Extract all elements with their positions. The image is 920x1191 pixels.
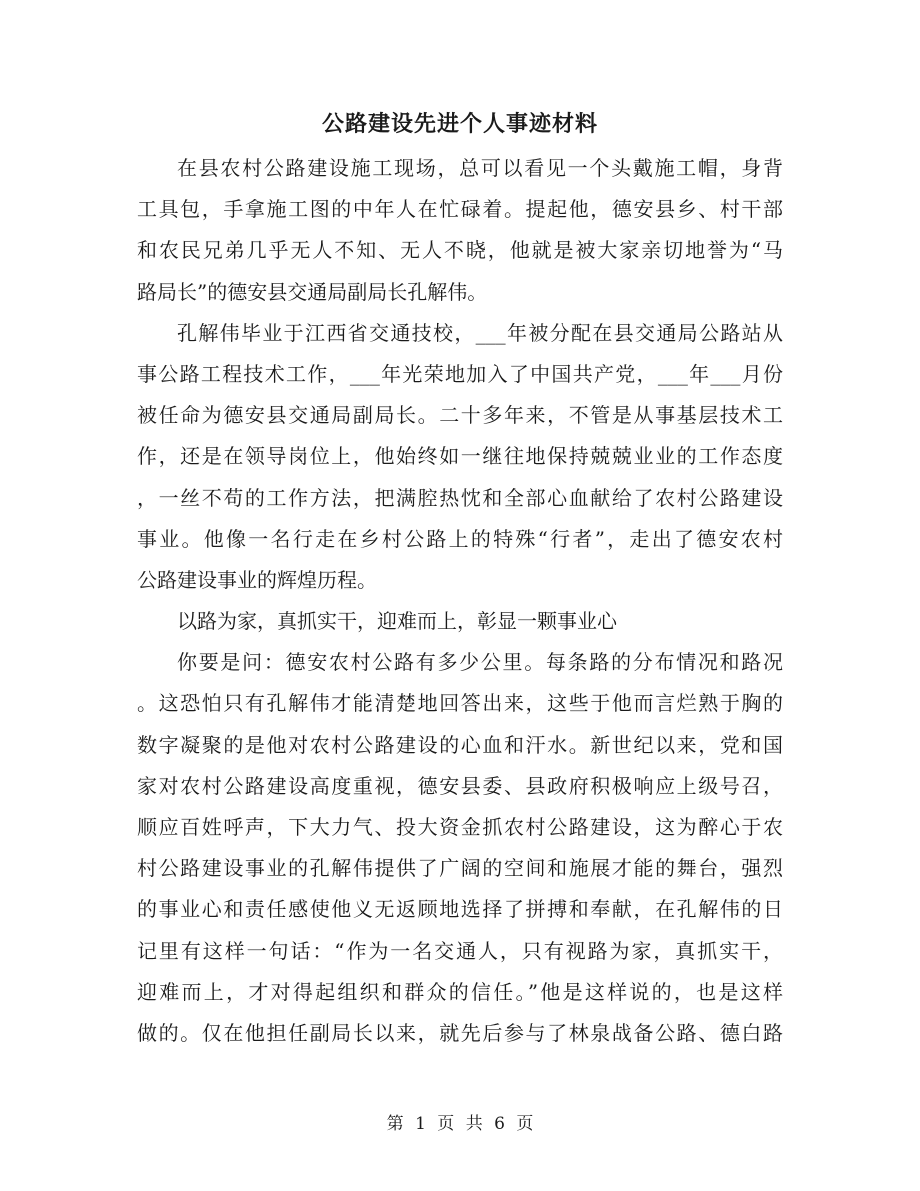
document-title: 公路建设先进个人事迹材料 [321,111,598,137]
paragraph-line: ，一丝不苟的工作方法，把满腔热忱和全部心血献给了农村公路建设 [137,485,783,510]
page-number-footer: 第 1 页 共 6 页 [386,1114,534,1134]
paragraph-line: 的事业心和责任感使他义无返顾地选择了拼搏和奉献，在孔解伟的日 [137,897,783,922]
paragraph-line: 你要是问：德安农村公路有多少公里。每条路的分布情况和路况 [177,650,783,675]
document-body [137,148,783,1054]
paragraph-line: 作，还是在领导岗位上，他始终如一继往地保持兢兢业业的工作态度 [137,444,783,469]
paragraph-line: 记里有这样一句话：“作为一名交通人，只有视路为家，真抓实干， [137,938,783,963]
section-heading: 以路为家，真抓实干，迎难而上，彰显一颗事业心 [177,609,617,634]
paragraph-line: 数字凝聚的是他对农村公路建设的心血和汗水。新世纪以来，党和国 [137,732,783,757]
paragraph-line: 公路建设事业的辉煌历程。 [137,567,377,592]
paragraph-line: 顺应百姓呼声，下大力气、投大资金抓农村公路建设，这为醉心于农 [137,815,783,839]
paragraph-line: 和农民兄弟几乎无人不知、无人不晓，他就是被大家亲切地誉为“马 [137,238,783,263]
paragraph-line: 。这恐怕只有孔解伟才能清楚地回答出来，这些于他而言烂熟于胸的 [137,691,783,716]
paragraph-line: 迎难而上，才对得起组织和群众的信任。”他是这样说的，也是这样 [137,979,783,1004]
paragraph-line: 路局长”的德安县交通局副局长孔解伟。 [137,279,488,304]
paragraph-line: 事业。他像一名行走在乡村公路上的特殊“行者”，走出了德安农村 [137,526,783,551]
paragraph-line: 家对农村公路建设高度重视，德安县委、县政府积极响应上级号召， [137,773,783,798]
paragraph-line: 事公路工程技术工作，___年光荣地加入了中国共产党，___年___月份 [137,361,783,386]
paragraph-line: 被任命为德安县交通局副局长。二十多年来，不管是从事基层技术工 [137,403,783,428]
paragraph-line: 工具包，手拿施工图的中年人在忙碌着。提起他，德安县乡、村干部 [137,197,783,222]
paragraph-line: 村公路建设事业的孔解伟提供了广阔的空间和施展才能的舞台，强烈 [137,856,783,881]
paragraph-line: 做的。仅在他担任副局长以来，就先后参与了林泉战备公路、德白路 [137,1020,783,1045]
paragraph-line: 在县农村公路建设施工现场，总可以看见一个头戴施工帽，身背 [177,156,783,180]
paragraph-line: 孔解伟毕业于江西省交通技校，___年被分配在县交通局公路站从 [177,320,783,345]
